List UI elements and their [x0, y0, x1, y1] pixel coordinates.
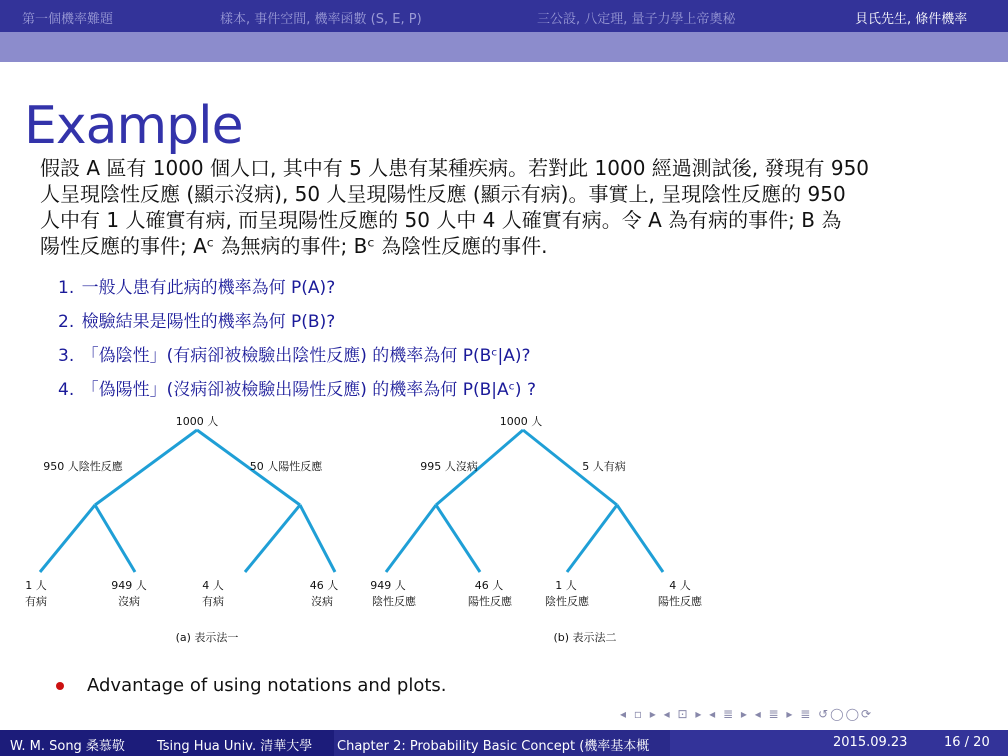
tree-b-left-branch: 995 人沒病 — [420, 460, 478, 473]
tree-a-caption: (a) 表示法一 — [175, 631, 239, 644]
tree-edge — [386, 505, 436, 572]
footer-date: 2015.09.23 — [833, 735, 908, 750]
question-text: 「偽陰性」(有病卻被檢驗出陰性反應) 的機率為何 P(Bᶜ|A)? — [81, 346, 531, 366]
problem-paragraph — [40, 155, 940, 259]
slide-title: Example — [24, 96, 243, 156]
tree-a-root: 1000 人 — [175, 415, 219, 428]
tree-a-leaf-label: 沒病 — [311, 595, 333, 608]
tree-a-leaf-label: 有病 — [202, 595, 224, 608]
tree-edge — [95, 505, 135, 572]
question-number: 3. — [58, 346, 75, 366]
question-text: 「偽陽性」(沒病卻被檢驗出陽性反應) 的機率為何 P(B|Aᶜ) ? — [81, 380, 536, 400]
header-subbar — [0, 32, 1008, 62]
footer-chapter: Chapter 2: Probability Basic Concept (機率基本概 — [337, 739, 650, 754]
tree-b-leaf-label: 陽性反應 — [658, 595, 702, 608]
tree-b-leaf-label: 陰性反應 — [372, 595, 416, 608]
nav-section-4[interactable]: 貝氏先生, 條件機率 — [855, 12, 968, 27]
question-number: 4. — [58, 380, 75, 400]
nav-section-2[interactable]: 樣本, 事件空間, 機率函數 (S, E, P) — [220, 12, 422, 27]
question-item — [58, 375, 536, 409]
tree-a-leaf-label: 有病 — [25, 595, 47, 608]
question-list — [58, 273, 536, 409]
tree-a-right-branch: 50 人陽性反應 — [249, 460, 323, 473]
tree-a-leaf-count: 949 人 — [111, 579, 147, 592]
tree-b-root: 1000 人 — [499, 415, 543, 428]
tree-b-leaf-count: 1 人 — [555, 579, 577, 592]
paragraph-line: 假設 A 區有 1000 個人口, 其中有 5 人患有某種疾病。若對此 1000 經過測試後, 發現有 950 — [40, 156, 870, 180]
tree-edge — [617, 505, 663, 572]
bullet-dot — [56, 682, 64, 690]
question-text: 檢驗結果是陽性的機率為何 P(B)? — [81, 312, 336, 332]
tree-b — [370, 415, 703, 644]
nav-section-1[interactable]: 第一個機率難題 — [22, 12, 114, 27]
question-item — [58, 273, 536, 307]
tree-edge — [245, 505, 300, 572]
tree-a-leaf-label: 沒病 — [118, 595, 140, 608]
tree-b-right-branch: 5 人有病 — [582, 460, 626, 473]
nav-section-3[interactable]: 三公設, 八定理, 量子力學上帝奧秘 — [537, 12, 736, 27]
tree-b-leaf-label: 陽性反應 — [468, 595, 512, 608]
question-number: 1. — [58, 278, 75, 298]
tree-edge — [40, 505, 95, 572]
tree-b-caption: (b) 表示法二 — [553, 631, 617, 644]
tree-edge — [300, 505, 335, 572]
tree-a-left-branch: 950 人陰性反應 — [43, 460, 123, 473]
tree-a — [25, 415, 338, 644]
tree-edge — [436, 505, 480, 572]
question-text: 一般人患有此病的機率為何 P(A)? — [81, 278, 336, 298]
tree-b-leaf-count: 949 人 — [370, 579, 406, 592]
tree-edge — [567, 505, 617, 572]
beamer-nav-icons[interactable]: ◂ ▫ ▸ ◂ ⊡ ▸ ◂ ≣ ▸ ◂ ≣ ▸ ≣ ↺◯◯⟳ — [620, 707, 874, 721]
header-bar — [0, 0, 1008, 32]
tree-a-leaf-count: 1 人 — [25, 579, 47, 592]
paragraph-line: 陽性反應的事件; Aᶜ 為無病的事件; Bᶜ 為陰性反應的事件. — [40, 234, 548, 258]
question-item — [58, 341, 536, 375]
bullet-text: Advantage of using notations and plots. — [87, 675, 447, 696]
paragraph-line: 人中有 1 人確實有病, 而呈現陽性反應的 50 人中 4 人確實有病。令 A 為有病的事件; B 為 — [40, 208, 842, 232]
paragraph-line: 人呈現陰性反應 (顯示沒病), 50 人呈現陽性反應 (顯示有病)。事實上, 呈現陰性反應的 950 — [40, 182, 846, 206]
tree-b-leaf-count: 46 人 — [474, 579, 504, 592]
probability-trees — [0, 405, 1008, 655]
footer-author: W. M. Song 桑慕敬 — [10, 739, 125, 754]
footer-bar — [0, 730, 1008, 756]
tree-a-leaf-count: 46 人 — [309, 579, 339, 592]
tree-a-leaf-count: 4 人 — [202, 579, 224, 592]
tree-b-leaf-label: 陰性反應 — [545, 595, 589, 608]
tree-b-leaf-count: 4 人 — [669, 579, 691, 592]
question-item — [58, 307, 536, 341]
footer-institute: Tsing Hua Univ. 清華大學 — [157, 739, 313, 754]
question-number: 2. — [58, 312, 75, 332]
footer-page: 16 / 20 — [944, 735, 990, 750]
